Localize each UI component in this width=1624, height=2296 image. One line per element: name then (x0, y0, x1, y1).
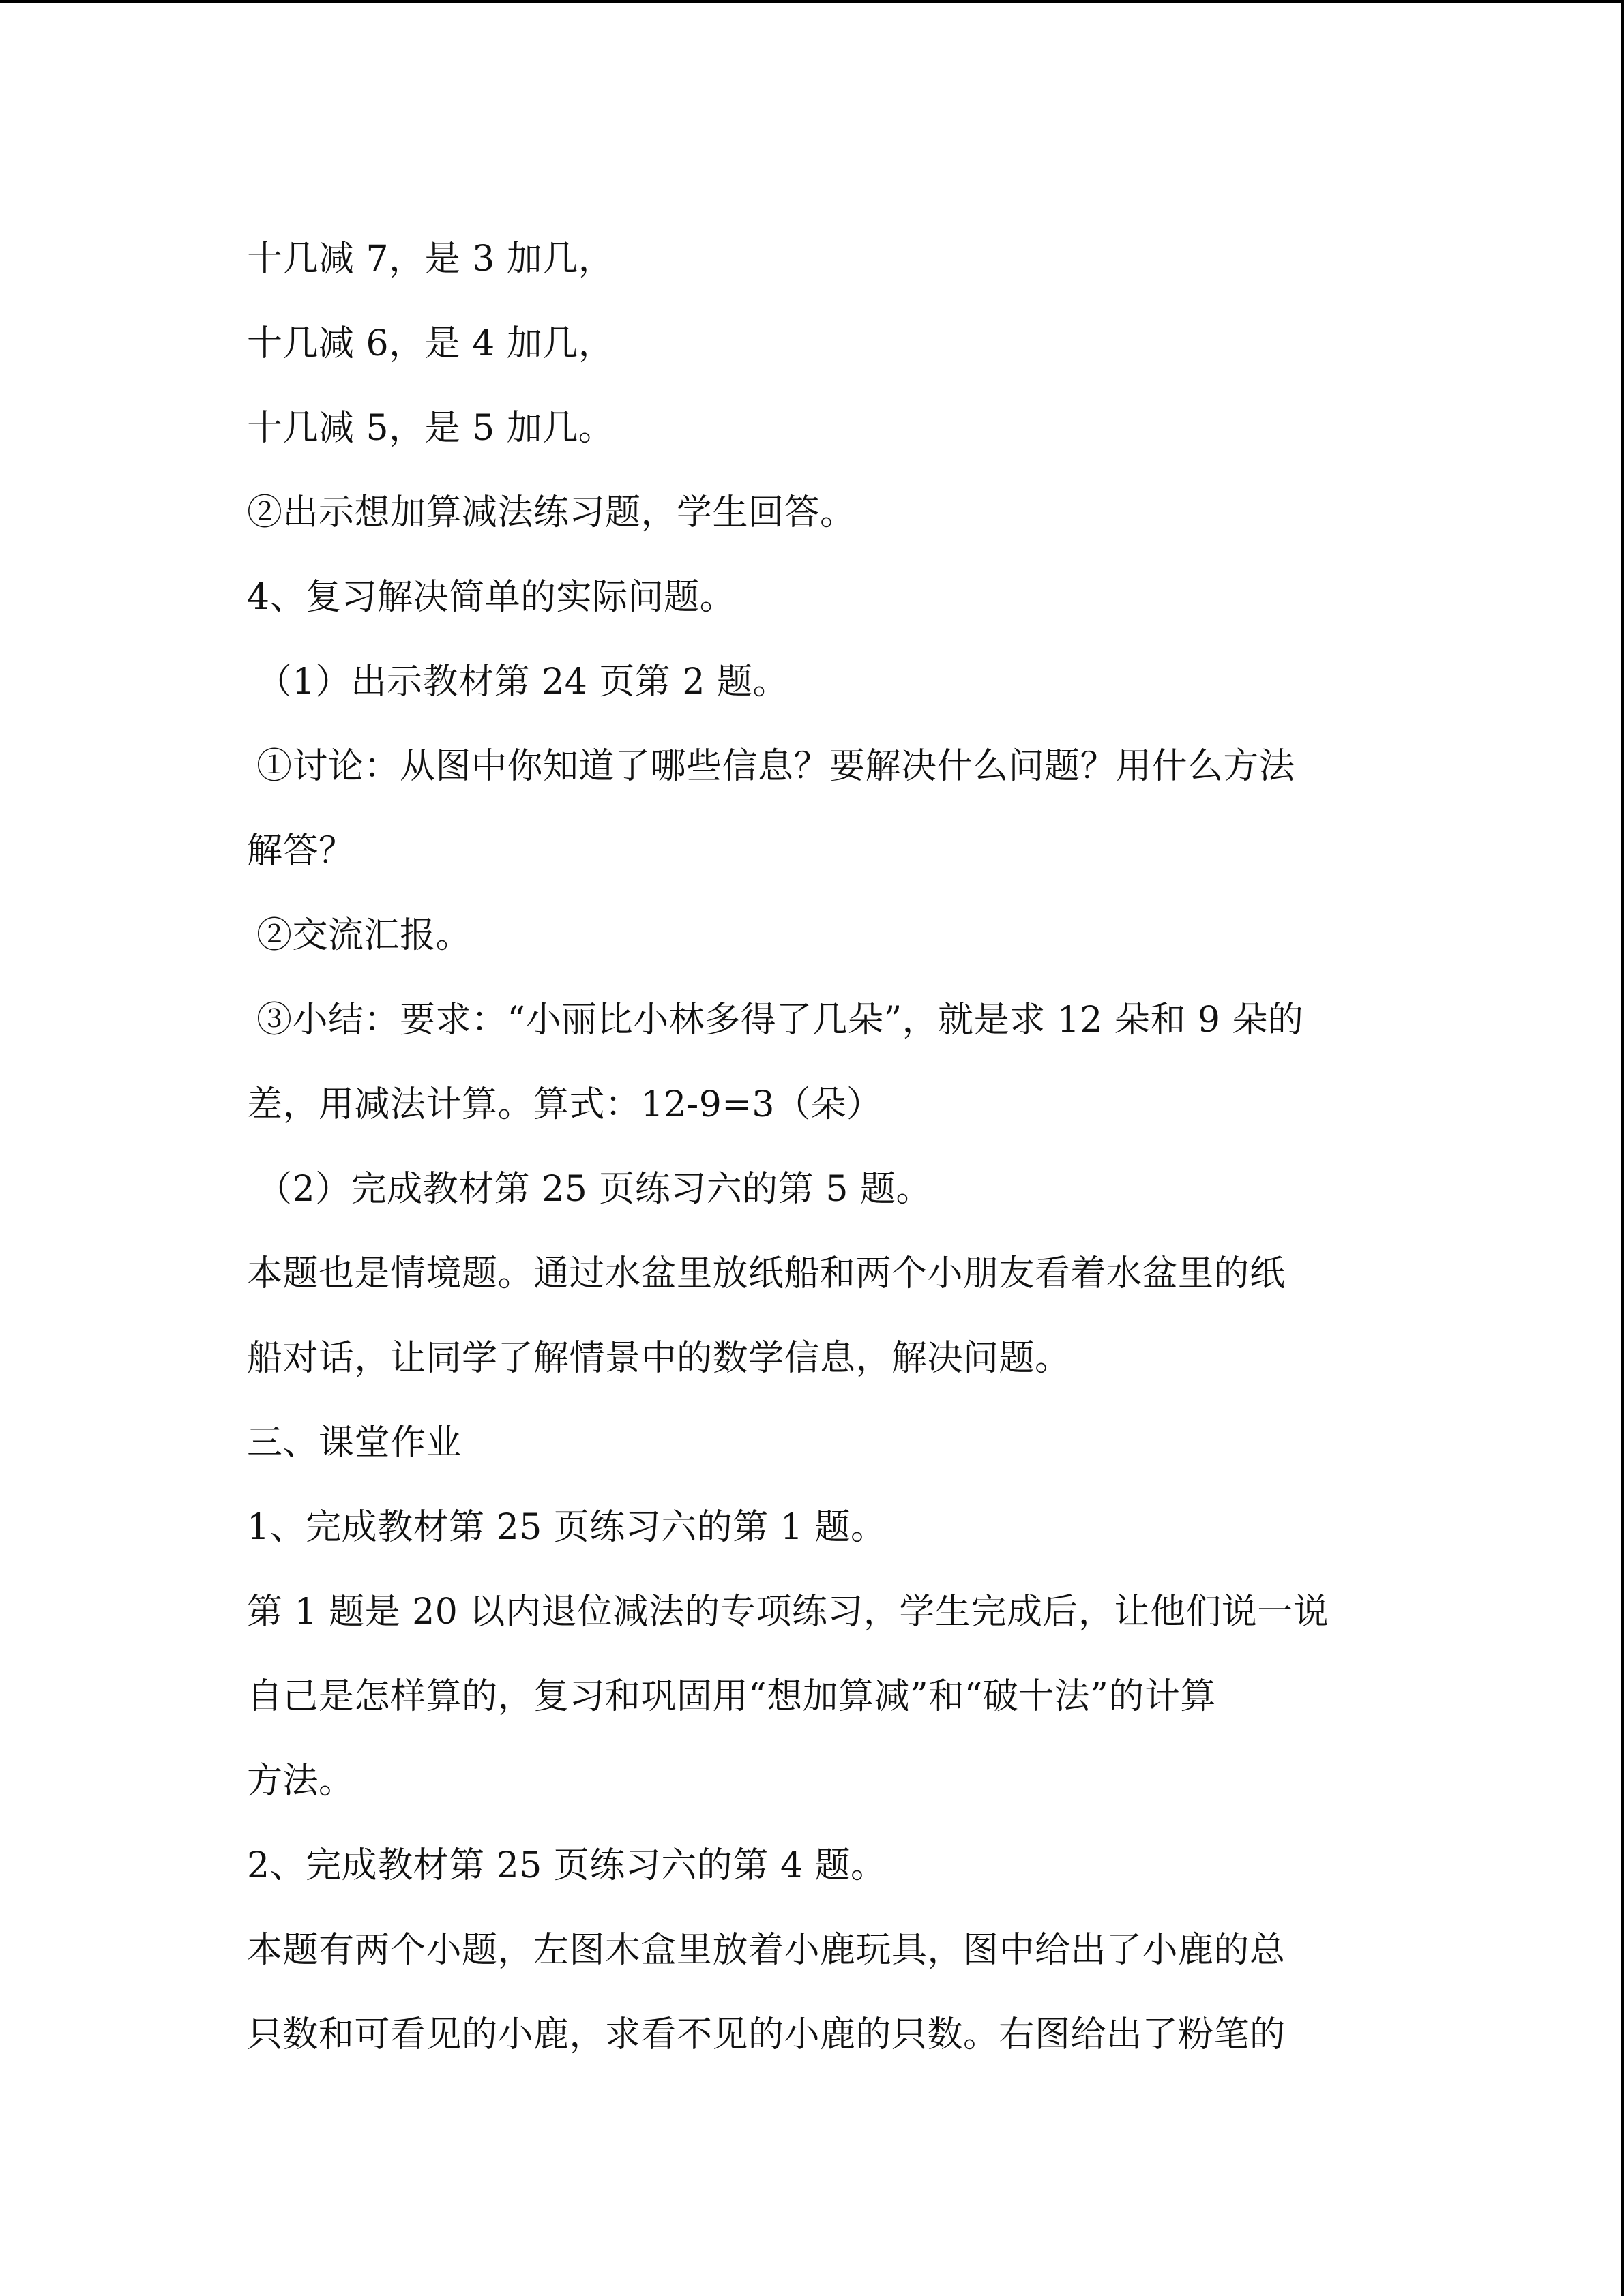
text-line: 本题有两个小题，左图木盒里放着小鹿玩具，图中给出了小鹿的总 (247, 1930, 1286, 1971)
text-line: 解答？ (247, 831, 355, 871)
text-line: 方法。 (247, 1761, 355, 1802)
subsection-heading: （2）完成教材第 25 页练习六的第 5 题。 (256, 1169, 932, 1210)
section-heading: 三、课堂作业 (247, 1422, 462, 1463)
text-line: 十几减 7，是 3 加几， (247, 239, 615, 280)
text-line: ②交流汇报。 (256, 915, 472, 956)
text-line: ②出示想加算减法练习题，学生回答。 (247, 492, 856, 533)
text-line: 差，用减法计算。算式：12-9=3（朵） (247, 1084, 883, 1125)
page-border-top (0, 0, 1624, 3)
page-border-right (1621, 0, 1624, 2296)
text-line: 十几减 5，是 5 加几。 (247, 408, 615, 449)
text-line: 只数和可看见的小鹿，求看不见的小鹿的只数。右图给出了粉笔的 (247, 2014, 1286, 2055)
text-line: 第 1 题是 20 以内退位减法的专项练习，学生完成后，让他们说一说 (247, 1592, 1329, 1632)
subsection-heading: （1）出示教材第 24 页第 2 题。 (256, 661, 788, 702)
document-page (247, 217, 1379, 2077)
text-line: 1、完成教材第 25 页练习六的第 1 题。 (247, 1507, 887, 1548)
section-heading: 4、复习解决简单的实际问题。 (247, 577, 736, 618)
text-line: 2、完成教材第 25 页练习六的第 4 题。 (247, 1845, 887, 1886)
text-line: 船对话，让同学了解情景中的数学信息，解决问题。 (247, 1338, 1071, 1379)
text-line: 本题也是情境题。通过水盆里放纸船和两个小朋友看着水盆里的纸 (247, 1253, 1286, 1294)
text-line: ③小结：要求：“小丽比小林多得了几朵”，就是求 12 朵和 9 朵的 (256, 1000, 1304, 1041)
text-line: 十几减 6，是 4 加几， (247, 323, 615, 364)
text-line: ①讨论：从图中你知道了哪些信息？要解决什么问题？用什么方法 (256, 746, 1295, 787)
text-line: 自己是怎样算的，复习和巩固用“想加算减”和“破十法”的计算 (247, 1676, 1216, 1717)
